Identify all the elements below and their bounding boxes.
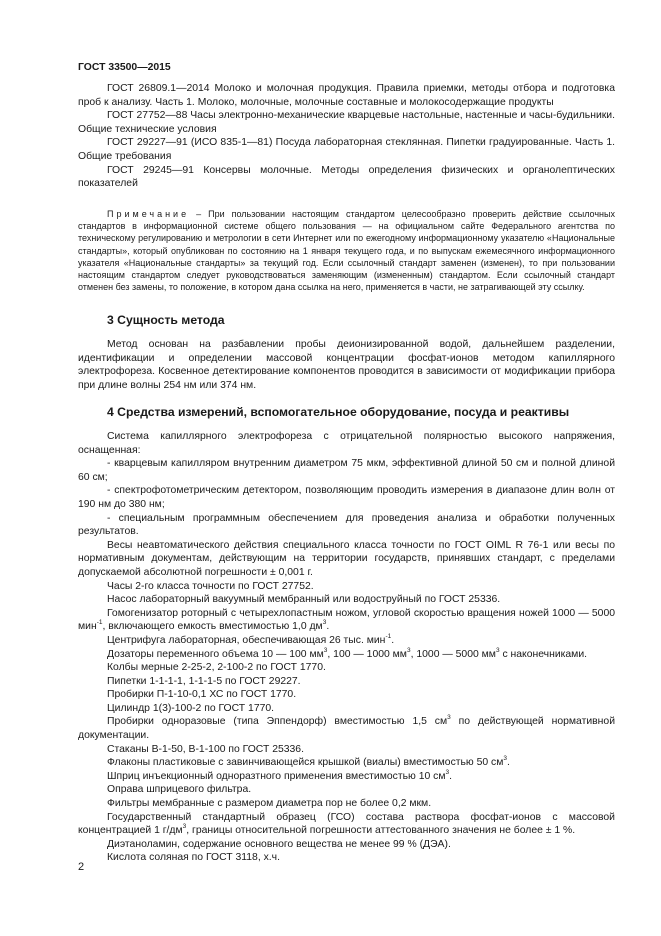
text-run: . xyxy=(449,770,452,782)
superscript: 3 xyxy=(495,646,500,654)
text-run: Пробирки одноразовые (типа Эппендорф) вместимостью 1,5 см xyxy=(107,716,448,728)
section-4-body xyxy=(78,430,615,865)
text-run: . xyxy=(326,621,330,633)
paragraph: Цилиндр 1(3)-100-2 по ГОСТ 1770. xyxy=(107,702,275,714)
text-run: , 1000 — 5000 мм xyxy=(410,648,496,660)
paragraph: Кислота соляная по ГОСТ 3118, х.ч. xyxy=(107,852,280,864)
text-run: , границы относительной погрешности аттестованного значения не более ± 1 %. xyxy=(186,825,576,837)
text-run: Центрифуга лабораторная, обеспечивающая 26 тыс. мин xyxy=(107,634,386,646)
text-run: , 100 — 1000 мм xyxy=(327,648,407,660)
paragraph: Часы 2-го класса точности по ГОСТ 27752. xyxy=(107,580,314,592)
superscript: 3 xyxy=(445,768,450,776)
paragraph: Фильтры мембранные с размером диаметра пор не более 0,2 мкм. xyxy=(107,798,432,810)
text-run: Шприц инъекционный одноразтного применения вместимостью 10 см xyxy=(107,770,446,782)
superscript: -1 xyxy=(96,619,103,627)
superscript: 3 xyxy=(406,646,411,654)
paragraph: Насос лабораторный вакуумный мембранный или водоструйный по ГОСТ 25336. xyxy=(107,594,501,606)
paragraph: - кварцевым капилляром внутренним диаметром 75 мкм, эффективной длиной 50 см и полной длиной 60 см; xyxy=(78,458,615,483)
paragraph xyxy=(78,648,615,662)
normative-references-list xyxy=(78,82,615,191)
section-3-paragraph: Метод основан на разбавлении пробы деионизированной водой, дальнейшем разделении, идентификации и определении массовой концентрации фосфат-ионов методом капиллярного электрофореза. Косвенное детектирование компонентов проводится в зависимости от модификации прибора при длине волны 254 нм или 374 нм. xyxy=(78,339,615,391)
reference-item: ГОСТ 26809.1—2014 Молоко и молочная продукция. Правила приемки, методы отбора и подготовка проб к анализу. Часть 1. Молоко, молочные, молочные составные и молокосодержащие продукты xyxy=(78,83,615,108)
text-run: Гомогенизатор роторный с четырехлопастным ножом, угловой скоростью вращения ножей 1000 — 5000 мин xyxy=(78,607,615,633)
note-block xyxy=(78,208,615,293)
paragraph: Пипетки 1-1-1-1, 1-1-1-5 по ГОСТ 29227. xyxy=(107,675,301,687)
section-4-heading: 4 Средства измерений, вспомогательное оборудование, посуда и реактивы xyxy=(107,405,570,419)
paragraph: Система капиллярного электрофореза с отрицательной полярностью высокого напряжения, оснащенная: xyxy=(78,431,615,456)
doc-code-header: ГОСТ 33500—2015 xyxy=(78,62,171,73)
text-run: Государственный стандартный образец (ГСО) состава раствора фосфат-ионов с массовой концентрацией 1 г/дм xyxy=(78,811,615,837)
paragraph: Колбы мерные 2-25-2, 2-100-2 по ГОСТ 1770. xyxy=(107,662,326,674)
section-3-body xyxy=(78,338,615,392)
page-number: 2 xyxy=(78,861,85,873)
paragraph: Весы неавтоматического действия специального класса точности по ГОСТ OIML R 76-1 или весы по нормативным документам, действующим на территории государств, принявших стандарт, с пределами допускаемой абсолютной погрешности ± 0,001 г. xyxy=(78,539,615,578)
paragraph xyxy=(78,756,615,770)
note-label: Примечание xyxy=(107,209,190,219)
superscript: 3 xyxy=(322,619,327,627)
text-run: . xyxy=(391,634,395,646)
superscript: 3 xyxy=(503,755,508,763)
paragraph: Стаканы В-1-50, В-1-100 по ГОСТ 25336. xyxy=(107,743,304,755)
paragraph xyxy=(78,770,615,784)
text-run: , включающего емкость вместимостью 1,0 дм xyxy=(102,621,323,633)
section-3-heading: 3 Сущность метода xyxy=(107,313,225,327)
note-text: – При пользовании настоящим стандартом целесообразно проверить действие ссылочных стандартов в информационной системе общего пользования — на официальном сайте Федерального агентства по техническому регулированию и метрологии в сети Интернет или по ежегодному информационному указателю «Национальные стандарты», который опубликован по состоянию на 1 января текущего года, и по выпускам ежемесячного информационного указателя «Национальные стандарты» за текущий год. Если ссылочный стандарт заменен (изменен), то при пользовании настоящим стандартом следует руководствоваться заменяющим (измененным) стандартом. Если ссылочный стандарт отменен без замены, то положение, в котором дана ссылка на него, применяется в части, не затрагивающей эту ссылку. xyxy=(78,209,615,293)
paragraph: - спектрофотометрическим детектором, позволяющим проводить измерения в диапазоне длин волн от 190 нм до 380 нм; xyxy=(78,485,615,510)
text-run: Дозаторы переменного объема 10 — 100 мм xyxy=(107,648,324,660)
reference-item: ГОСТ 29245—91 Консервы молочные. Методы определения физических и органолептических показателей xyxy=(78,164,615,190)
text-run: Флаконы пластиковые с завинчивающейся крышкой (виалы) вместимостью 50 см xyxy=(107,757,504,769)
paragraph xyxy=(78,607,615,634)
paragraph xyxy=(78,811,615,838)
paragraph xyxy=(78,634,615,648)
reference-item: ГОСТ 27752—88 Часы электронно-механические кварцевые настольные, настенные и часы-будильники. Общие технические условия xyxy=(78,110,615,135)
paragraph xyxy=(78,715,615,742)
superscript: 3 xyxy=(323,646,328,654)
paragraph: Пробирки П-1-10-0,1 ХС по ГОСТ 1770. xyxy=(107,689,297,701)
text-run: . xyxy=(507,757,510,769)
reference-item: ГОСТ 29227—91 (ИСО 835-1—81) Посуда лабораторная стеклянная. Пипетки градуированные. Часть 1. Общие требования xyxy=(78,137,615,162)
paragraph: Оправа шприцевого фильтра. xyxy=(107,784,252,796)
paragraph: Диэтаноламин, содержание основного вещества не менее 99 % (ДЭА). xyxy=(107,838,451,850)
superscript: 3 xyxy=(182,823,187,831)
text-run: по действующей нормативной документации. xyxy=(78,716,615,742)
superscript: -1 xyxy=(385,632,392,640)
paragraph: - специальным программным обеспечением для проведения анализа и обработки полученных результатов. xyxy=(78,512,615,538)
text-run: с наконечниками. xyxy=(499,648,588,660)
superscript: 3 xyxy=(447,714,451,722)
